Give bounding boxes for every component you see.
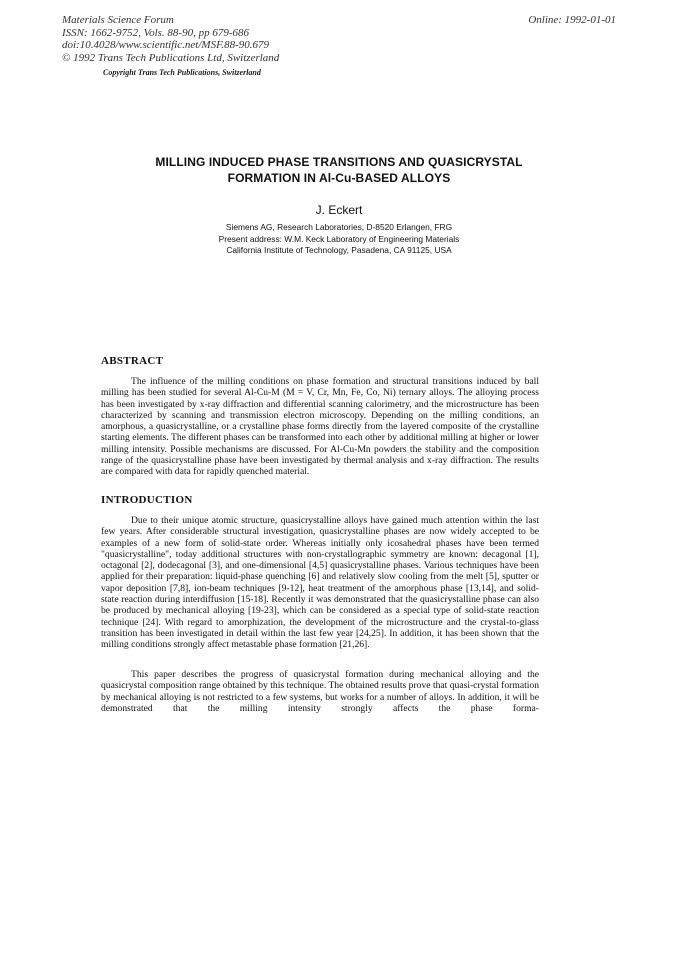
copyright-stamp: Copyright Trans Tech Publications, Switzerland (103, 68, 261, 77)
issn-line: ISSN: 1662-9752, Vols. 88-90, pp 679-686 (62, 26, 249, 39)
journal-meta (62, 14, 279, 64)
journal-name: Materials Science Forum (62, 14, 174, 26)
online-date: Online: 1992-01-01 (528, 14, 616, 26)
affiliation-line-3: California Institute of Technology, Pasadena, CA 91125, USA (226, 245, 452, 255)
affiliation (0, 222, 678, 257)
affiliation-line-2: Present address: W.M. Keck Laboratory of Engineering Materials (218, 233, 460, 244)
affiliation-line-1: Siemens AG, Research Laboratories, D-8520 Erlangen, FRG (225, 222, 453, 232)
intro-paragraph-1: Due to their unique atomic structure, quasicrystalline alloys have gained much attention within the last few years. After considerable structural investigation, quasicrystalline phases are now widely accepted to be examples of a new form of solid-state order. Whereas initially only icosahedral phases have been termed "quasicrystalline", today additional structures with non-crystallographic symmetry are known: decagonal [1], octagonal [2], dodecagonal [3], and one-dimensional [4,5] quasicrystalline phases. Various techniques have been applied for their preparation: liquid-phase quenching [6] and relatively slow cooling from the melt [5], sputter or vapor deposition [7,8], ion-beam techniques [9-12], heat treatment of the amorphous phase [13,14], and solid-state reaction during interdiffusion [15-18]. Recently it was demonstrated that the quasicrystalline phase can also be produced by mechanical alloying [19-23], which can be considered as a special type of solid-state reaction technique [24]. With regard to amorphization, the development of the microstructure and the crystal-to-glass transition has been investigated in detail within the last few year [24,25]. In addition, it has been shown that the milling conditions strongly affect metastable phase formation [21,26]. (101, 515, 539, 651)
introduction-heading: INTRODUCTION (101, 494, 193, 506)
title-line-2: FORMATION IN Al-Cu-BASED ALLOYS (227, 171, 451, 185)
abstract-text: The influence of the milling conditions on phase formation and structural transitions induced by ball milling has been studied for several Al-Cu-M (M = V, Cr, Mn, Fe, Co, Ni) ternary alloys. The alloying process has been investigated by x-ray diffraction and differential scanning calorimetry, and the microstructure has been characterized by scanning and transmission electron microscopy. Depending on the milling conditions, an amorphous, a quasicrystalline, or a crystalline phase forms directly from the layered composite of the crystalline starting elements. The different phases can be transformed into each other by additional milling at higher or lower milling intensity. Possible mechanisms are discussed. For Al-Cu-Mn powders the stability and the composition range of the quasicrystalline phase have been investigated by thermal analysis and x-ray diffraction. The results are compared with data for rapidly quenched material. (101, 376, 539, 478)
doi-line: doi:10.4028/www.scientific.net/MSF.88-90.679 (62, 39, 270, 51)
copyright-line: © 1992 Trans Tech Publications Ltd, Switzerland (62, 51, 280, 64)
title-line-1: MILLING INDUCED PHASE TRANSITIONS AND QUASICRYSTAL (155, 155, 523, 169)
author-name: J. Eckert (315, 203, 363, 217)
intro-paragraph-2: This paper describes the progress of quasicrystal formation during mechanical alloying and the quasicrystal composition range obtained by this technique. The obtained results prove that quasi-crystal formation by mechanical alloying is not restricted to a few systems, but works for a number of alloys. In addition, it will be demonstrated that the milling intensity strongly affects the phase forma- (101, 669, 539, 714)
paper-title (0, 154, 678, 186)
abstract-heading: ABSTRACT (101, 355, 164, 367)
